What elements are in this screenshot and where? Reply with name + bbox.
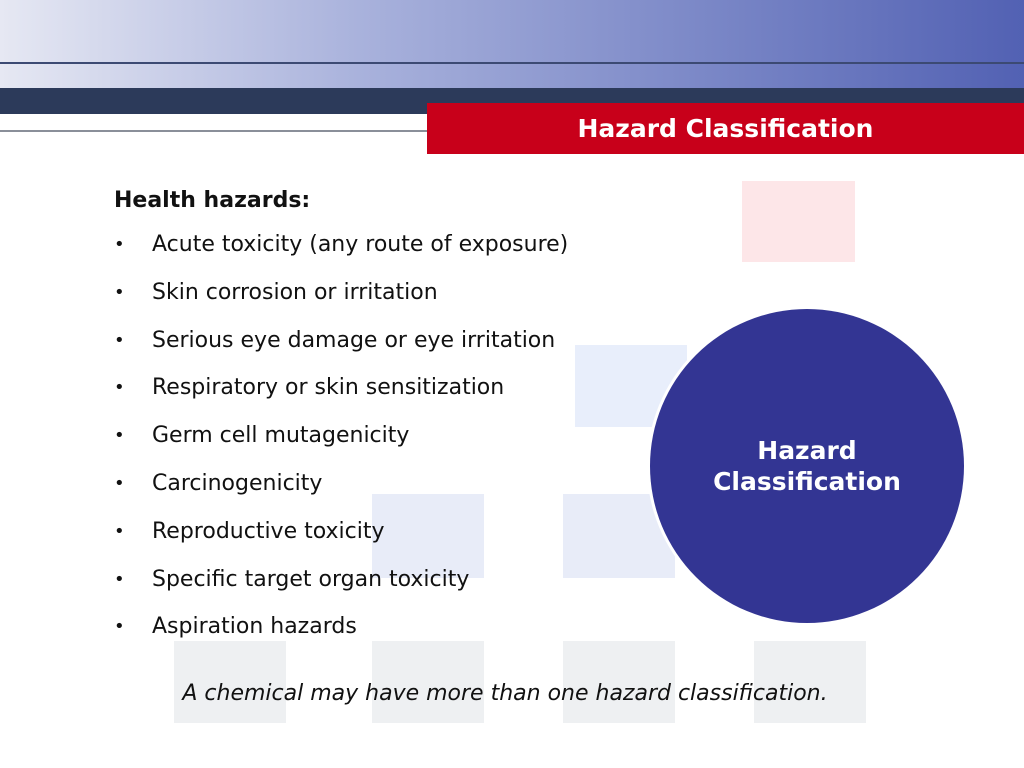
list-item: • Serious eye damage or eye irritation bbox=[114, 326, 674, 356]
list-item: • Respiratory or skin sensitization bbox=[114, 373, 674, 403]
bullet-icon: • bbox=[114, 281, 125, 303]
list-item: • Skin corrosion or irritation bbox=[114, 278, 674, 308]
footnote: A chemical may have more than one hazard classification. bbox=[182, 681, 828, 706]
circle-label: Hazard Classification bbox=[713, 436, 901, 496]
bullet-icon: • bbox=[114, 234, 125, 255]
bullet-icon: • bbox=[114, 472, 125, 494]
health-hazards-section bbox=[114, 186, 674, 660]
list-item: • Reproductive toxicity bbox=[114, 517, 674, 547]
bullet-icon: • bbox=[114, 425, 125, 447]
header-gray-rule bbox=[0, 130, 430, 132]
list-item: • Acute toxicity (any route of exposure) bbox=[114, 230, 674, 260]
list-item: • Specific target organ toxicity bbox=[114, 565, 674, 595]
section-heading: Health hazards: bbox=[114, 188, 311, 213]
bullet-icon: • bbox=[114, 377, 125, 399]
list-item: • Carcinogenicity bbox=[114, 469, 674, 499]
list-item: • Germ cell mutagenicity bbox=[114, 421, 674, 451]
bullet-icon: • bbox=[114, 329, 125, 351]
slide-title-banner bbox=[427, 103, 1024, 154]
list-item: • Aspiration hazards bbox=[114, 612, 674, 642]
deco-square-pink bbox=[742, 181, 855, 262]
hazard-list bbox=[114, 230, 674, 642]
bullet-icon: • bbox=[114, 616, 125, 638]
bullet-icon: • bbox=[114, 568, 125, 590]
hazard-classification-circle bbox=[650, 309, 964, 623]
bullet-icon: • bbox=[114, 520, 125, 542]
slide-title: Hazard Classification bbox=[577, 114, 874, 143]
header-divider-line bbox=[0, 62, 1024, 64]
header-gradient-bar bbox=[0, 0, 1024, 88]
